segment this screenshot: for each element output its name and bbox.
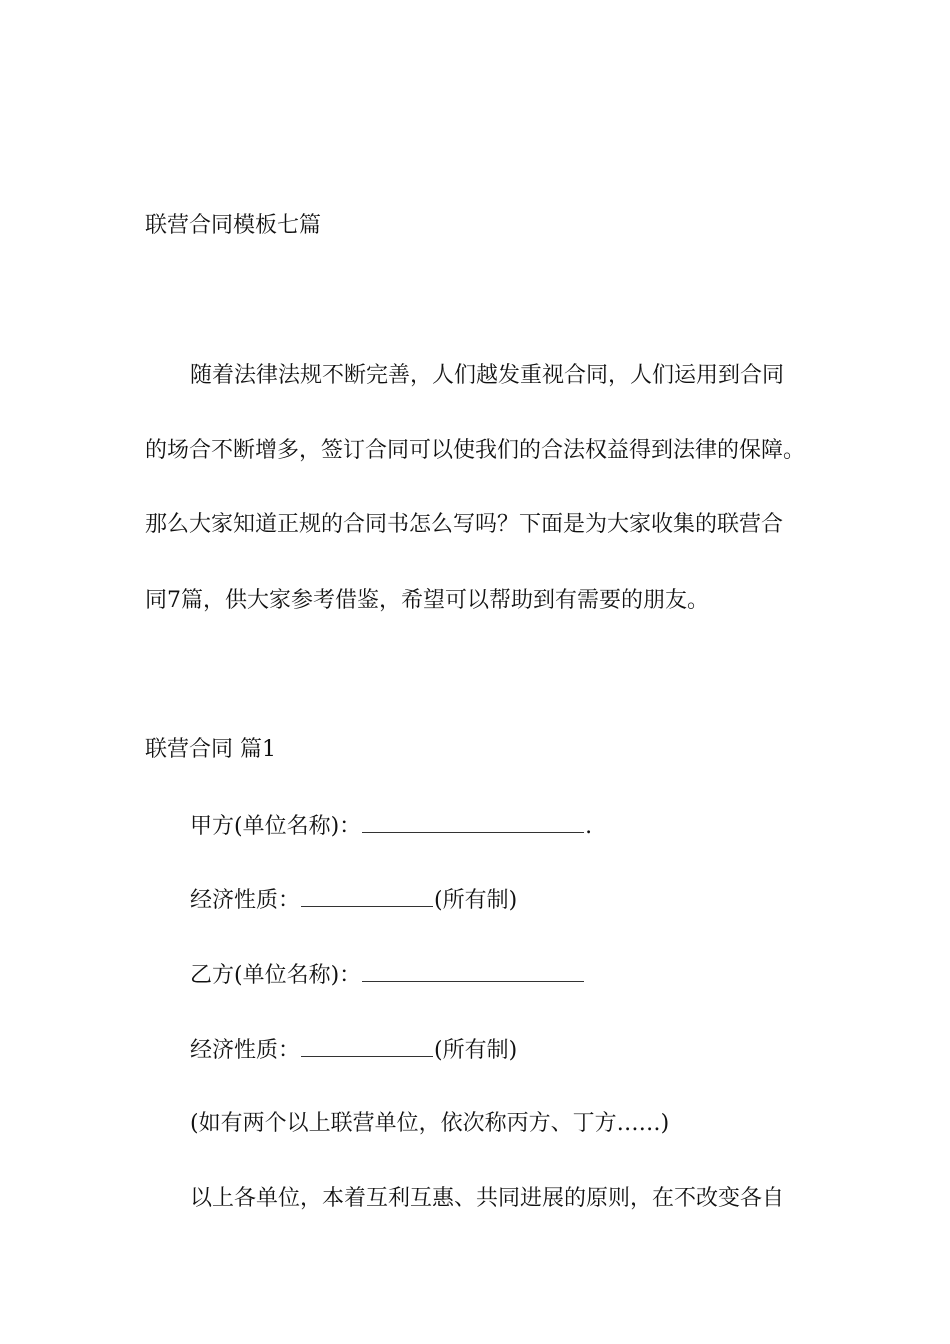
intro-line-2: 的场合不断增多，签订合同可以使我们的合法权益得到法律的保障。 xyxy=(145,438,806,463)
party-b-label: 乙方(单位名称)： xyxy=(190,963,362,988)
party-b-econ-suffix: (所有制) xyxy=(434,1038,518,1063)
party-b-line xyxy=(190,959,585,991)
multi-party-note: (如有两个以上联营单位，依次称丙方、丁方……) xyxy=(190,1111,670,1136)
party-a-line xyxy=(190,810,592,842)
party-a-econ-label: 经济性质： xyxy=(190,888,301,913)
party-a-econ-line xyxy=(190,884,517,916)
party-a-suffix: . xyxy=(585,814,593,839)
party-a-label: 甲方(单位名称)： xyxy=(190,814,362,839)
party-a-econ-suffix: (所有制) xyxy=(434,888,518,913)
intro-line-4: 同7篇，供大家参考借鉴，希望可以帮助到有需要的朋友。 xyxy=(145,588,709,613)
intro-line-1: 随着法律法规不断完善，人们越发重视合同，人们运用到合同 xyxy=(190,363,785,388)
party-b-econ-label: 经济性质： xyxy=(190,1038,301,1063)
section-heading: 联营合同 篇1 xyxy=(145,737,276,762)
party-b-econ-blank xyxy=(301,1034,433,1057)
intro-line-3: 那么大家知道正规的合同书怎么写吗？下面是为大家收集的联营合 xyxy=(145,512,784,537)
party-a-econ-blank xyxy=(301,884,433,907)
party-a-blank xyxy=(362,810,584,833)
party-b-blank xyxy=(362,959,584,982)
document-title: 联营合同模板七篇 xyxy=(145,213,322,238)
party-b-econ-line xyxy=(190,1034,517,1066)
principle-line: 以上各单位，本着互利互惠、共同进展的原则，在不改变各自 xyxy=(190,1186,785,1211)
